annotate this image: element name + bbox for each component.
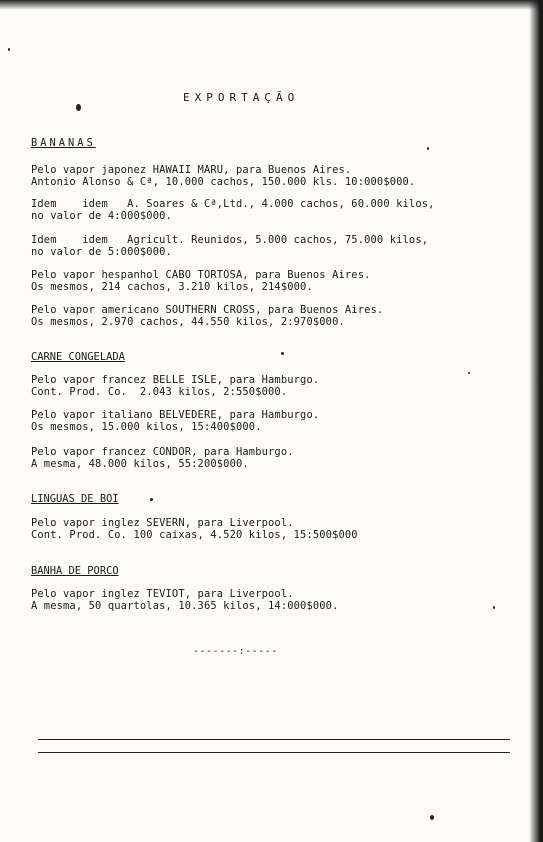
entry-line: Pelo vapor francez CONDOR, para Hamburgo. (31, 446, 294, 458)
document-title: EXPORTAÇÃO (183, 91, 300, 104)
scan-speck (468, 372, 470, 374)
entry-line: Os mesmos, 214 cachos, 3.210 kilos, 214$000. (31, 281, 313, 293)
entry-line: Pelo vapor americano SOUTHERN CROSS, para Buenos Aires. (31, 304, 384, 316)
entry-line: A mesma, 50 quartolas, 10.365 kilos, 14:000$000. (31, 600, 339, 612)
entry-line: Idem idem A. Soares & Cª,Ltd., 4.000 cachos, 60.000 kilos, (31, 198, 435, 210)
entry-line: Os mesmos, 2.970 cachos, 44.550 kilos, 2:970$000. (31, 316, 345, 328)
scan-speck (281, 352, 284, 355)
bottom-rule (38, 739, 510, 740)
entry-line: A mesma, 48.000 kilos, 55:200$000. (31, 458, 249, 470)
entry-line: Antonio Alonso & Cª, 10.000 cachos, 150.000 kls. 10:000$000. (31, 176, 416, 188)
section-heading-carne-congelada: CARNE CONGELADA (31, 351, 125, 363)
entry-line: Idem idem Agricult. Reunidos, 5.000 cachos, 75.000 kilos, (31, 234, 429, 246)
scan-speck (76, 104, 81, 111)
entry-line: Pelo vapor inglez SEVERN, para Liverpool. (31, 517, 294, 529)
scan-speck (427, 147, 429, 150)
entry-line: Pelo vapor japonez HAWAII MARU, para Buenos Aires. (31, 164, 352, 176)
section-divider: -------:----- (193, 646, 278, 657)
entry-line: Pelo vapor italiano BELVEDERE, para Hamburgo. (31, 409, 320, 421)
entry-line: Cont. Prod. Co. 100 caixas, 4.520 kilos, 15:500$000 (31, 529, 358, 541)
scan-speck (493, 606, 495, 609)
section-heading-banha-de-porco: BANHA DE PORCO (31, 565, 119, 577)
entry-line: Pelo vapor francez BELLE ISLE, para Hamburgo. (31, 374, 320, 386)
scan-speck (430, 815, 434, 820)
entry-line: Pelo vapor hespanhol CABO TORTOSA, para Buenos Aires. (31, 269, 371, 281)
section-heading-linguas-de-boi: LINGUAS DE BOI (31, 493, 119, 505)
entry-line: Os mesmos, 15.000 kilos, 15:400$000. (31, 421, 262, 433)
entry-line: Cont. Prod. Co. 2.043 kilos, 2:550$000. (31, 386, 288, 398)
scan-speck (8, 48, 10, 51)
section-heading-bananas: BANANAS (31, 137, 96, 149)
scan-speck (150, 498, 153, 501)
entry-line: no valor de 5:000$000. (31, 246, 172, 258)
scan-edge-top (0, 0, 543, 10)
entry-line: Pelo vapor inglez TEVIOT, para Liverpool. (31, 588, 294, 600)
entry-line: no valor de 4:000$000. (31, 210, 172, 222)
bottom-rule (38, 752, 510, 753)
scan-edge-right (523, 0, 543, 842)
